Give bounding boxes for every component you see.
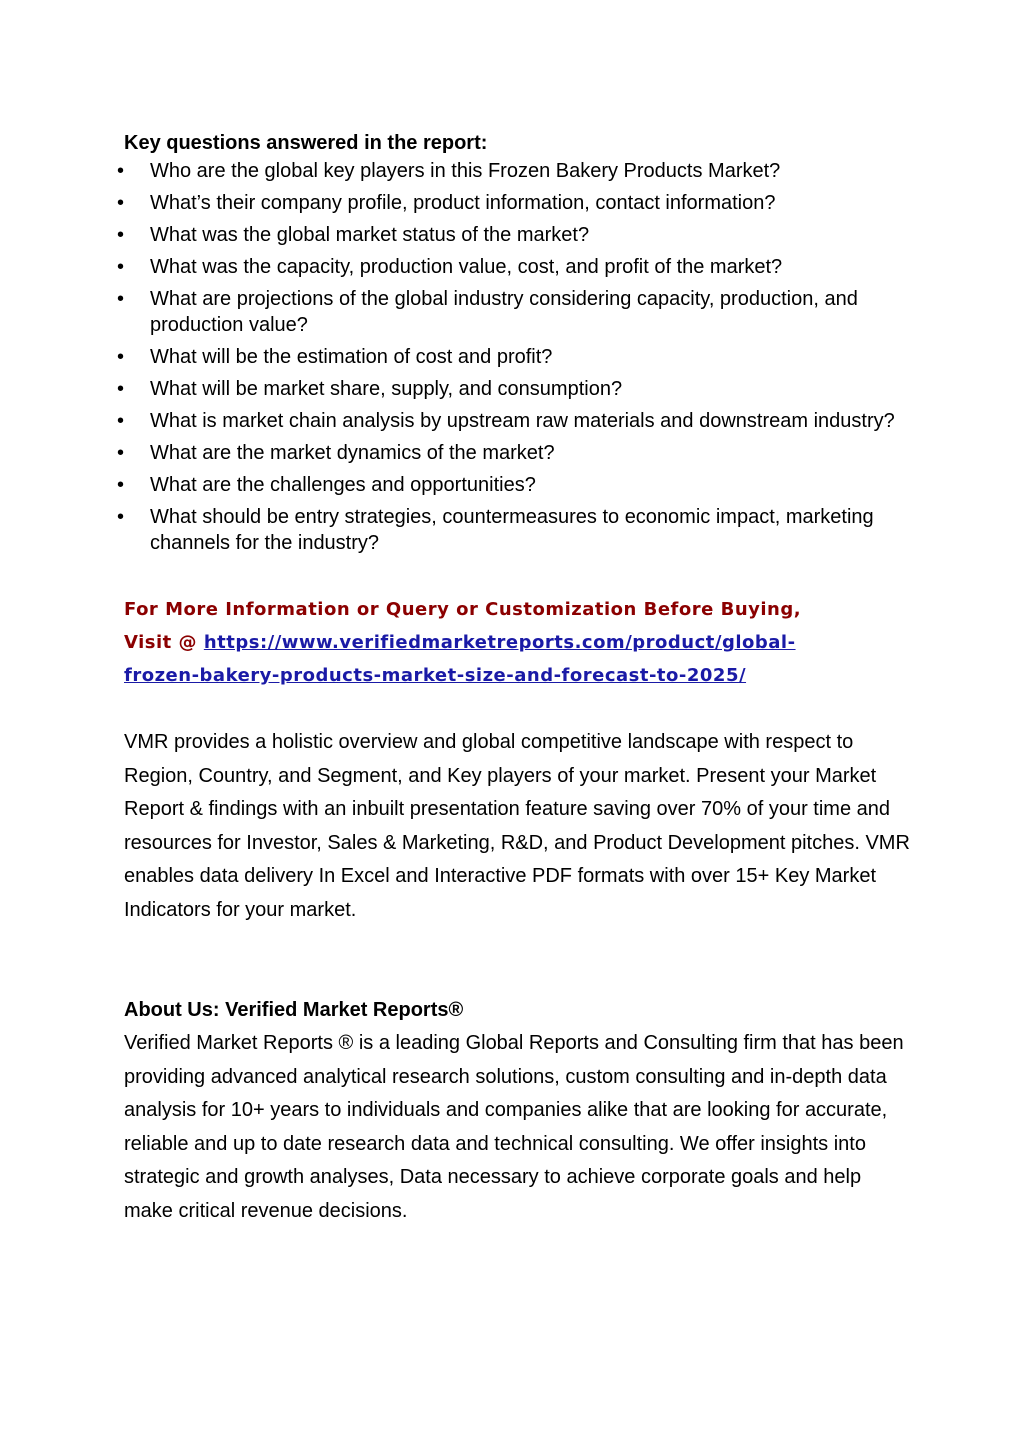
list-item-text: What are the challenges and opportunities?: [150, 474, 536, 496]
bullet-icon: •: [117, 288, 125, 310]
bullet-icon: •: [117, 410, 125, 432]
list-item: [114, 286, 914, 338]
bullet-icon: •: [117, 256, 125, 278]
overview-paragraph: VMR provides a holistic overview and global competitive landscape with respect to Region, Country, and Segment, and Key players of your market. Present your Market Report & findings with an inbuilt presentation feature saving over 70% of your time and resources for Investor, Sales & Marketing, R&D, and Product Development pitches. VMR enables data delivery In Excel and Interactive PDF formats with over 15+ Key Market Indicators for your market.: [124, 731, 910, 921]
list-item: [114, 408, 914, 434]
more-info-text: For More Information or Query or Customization Before Buying,: [124, 599, 802, 620]
list-item: [114, 472, 914, 498]
list-item-text: What are projections of the global industry considering capacity, production, and production value?: [150, 288, 858, 336]
list-item-text: What was the capacity, production value, cost, and profit of the market?: [150, 256, 783, 278]
list-item: [114, 254, 914, 280]
about-us-heading: About Us: Verified Market Reports®: [124, 999, 464, 1021]
list-item: [114, 376, 914, 402]
list-item: [114, 158, 914, 184]
about-us-paragraph: Verified Market Reports ® is a leading Global Reports and Consulting firm that has been providing advanced analytical research solutions, custom consulting and in-depth data analysis for 10+ years to individuals and companies alike that are looking for accurate, reliable and up to date research data and technical consulting. We offer insights into strategic and growth analyses, Data necessary to achieve corporate goals and help make critical revenue decisions.: [124, 1032, 904, 1222]
list-item-text: What will be market share, supply, and consumption?: [150, 378, 623, 400]
report-link[interactable]: [124, 632, 796, 686]
list-item-text: What was the global market status of the market?: [150, 224, 590, 246]
visit-label: Visit @: [124, 632, 198, 653]
list-item-text: What will be the estimation of cost and profit?: [150, 346, 553, 368]
bullet-icon: •: [117, 442, 125, 464]
report-link-line2: frozen-bakery-products-market-size-and-forecast-to-2025/: [124, 665, 747, 686]
list-item-text: What is market chain analysis by upstream raw materials and downstream industry?: [150, 410, 895, 432]
bullet-icon: •: [117, 224, 125, 246]
list-item: [114, 344, 914, 370]
bullet-icon: •: [117, 192, 125, 214]
bullet-icon: •: [117, 378, 125, 400]
key-questions-heading: Key questions answered in the report:: [124, 132, 488, 154]
list-item: [114, 504, 914, 556]
list-item: [114, 222, 914, 248]
list-item-text: What should be entry strategies, countermeasures to economic impact, marketing channels for the industry?: [150, 506, 874, 554]
bullet-icon: •: [117, 160, 125, 182]
key-questions-list: [114, 158, 914, 562]
list-item-text: What’s their company profile, product information, contact information?: [150, 192, 776, 214]
list-item: [114, 190, 914, 216]
list-item: [114, 440, 914, 466]
list-item-text: What are the market dynamics of the market?: [150, 442, 555, 464]
report-link-line1: https://www.verifiedmarketreports.com/product/global-: [203, 632, 796, 653]
list-item-text: Who are the global key players in this Frozen Bakery Products Market?: [150, 160, 781, 182]
more-info-callout: [124, 593, 914, 692]
bullet-icon: •: [117, 506, 125, 528]
bullet-icon: •: [117, 346, 125, 368]
bullet-icon: •: [117, 474, 125, 496]
